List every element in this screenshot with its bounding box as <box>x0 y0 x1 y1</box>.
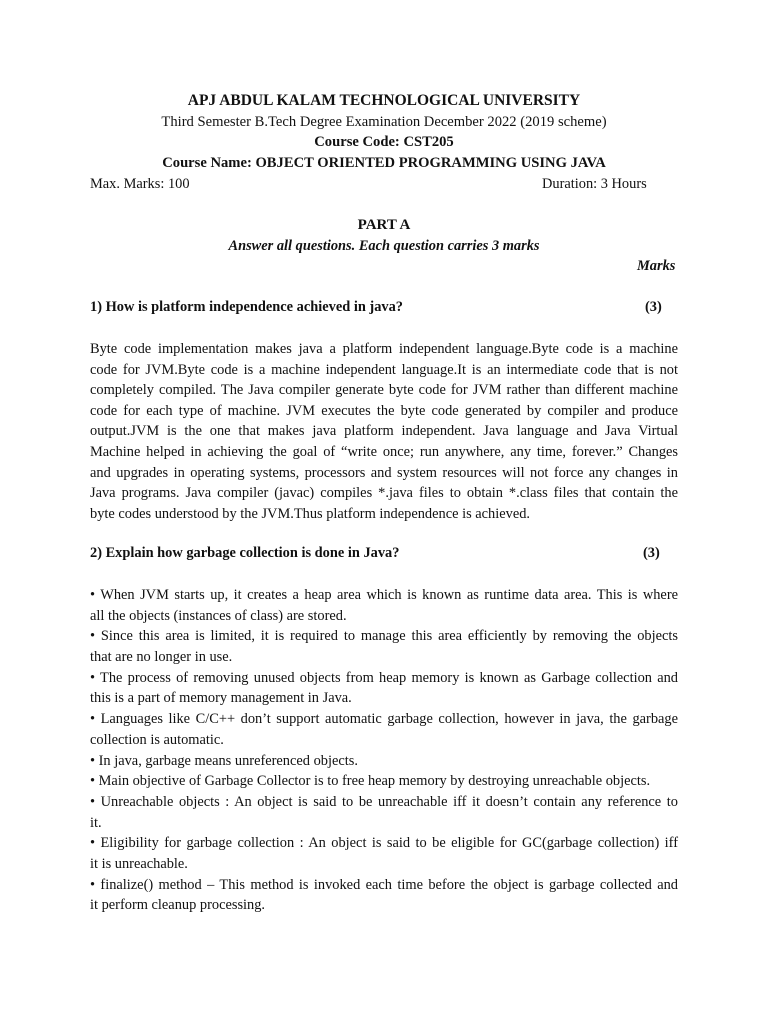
answer-1-line: Java programs. Java compiler (javac) compiles *.java files to obtain *.class files that contain the <box>90 485 678 502</box>
question-2-marks: (3) <box>643 545 660 561</box>
answer-2-line: • finalize() method – This method is invoked each time before the object is garbage collected and <box>90 876 678 893</box>
answer-2-line: it. <box>90 814 102 831</box>
answer-2-line: that are no longer in use. <box>90 649 233 666</box>
answer-1-line: Machine helped in achieving the goal of “write once; run anywhere, any time, forever.” Changes <box>90 443 678 460</box>
answer-2-line: this is a part of memory management in Java. <box>90 690 352 707</box>
part-a-instruction: Answer all questions. Each question carries 3 marks <box>228 238 540 254</box>
answer-2-line: it is unreachable. <box>90 855 188 872</box>
answer-1-line: byte codes understood by the JVM.Thus platform independence is achieved. <box>90 505 530 522</box>
answer-2-line: • In java, garbage means unreferenced objects. <box>90 752 358 769</box>
course-name: Course Name: OBJECT ORIENTED PROGRAMMING USING JAVA <box>162 155 606 171</box>
part-a-title: PART A <box>357 217 411 233</box>
marks-column-label: Marks <box>637 258 676 274</box>
answer-2-line: • Main objective of Garbage Collector is to free heap memory by destroying unreachable objects. <box>90 773 651 790</box>
max-marks: Max. Marks: 100 <box>90 176 190 192</box>
answer-2-line: • Eligibility for garbage collection : An object is said to be eligible for GC(garbage collection) iff <box>90 835 678 852</box>
answer-1-line: completely compiled. The Java compiler generate byte code for JVM rather than different machine <box>90 382 678 399</box>
answer-2-line: collection is automatic. <box>90 731 224 748</box>
answer-2-line: • Since this area is limited, it is required to manage this area efficiently by removing the objects <box>90 628 678 645</box>
duration: Duration: 3 Hours <box>542 176 647 192</box>
answer-2-line: it perform cleanup processing. <box>90 897 266 914</box>
answer-1-line: code for JVM.Byte code is a machine independent language.It is an intermediate code that is not <box>90 361 678 378</box>
question-1: 1) How is platform independence achieved in java? <box>90 299 403 315</box>
answer-2-line: • The process of removing unused objects from heap memory is known as Garbage collection and <box>90 669 678 686</box>
answer-2-line: • Languages like C/C++ don’t support automatic garbage collection, however in java, the garbage <box>90 711 678 728</box>
answer-1-line: code for each type of machine. JVM executes the byte code generated by compiler and produce <box>90 402 678 419</box>
exam-title: Third Semester B.Tech Degree Examination December 2022 (2019 scheme) <box>161 114 607 130</box>
answer-2-line: • Unreachable objects : An object is said to be unreachable iff it doesn’t contain any reference to <box>90 793 678 810</box>
course-code: Course Code: CST205 <box>314 134 454 150</box>
answer-2 <box>90 585 678 916</box>
question-1-marks: (3) <box>645 299 662 315</box>
answer-2-line: • When JVM starts up, it creates a heap area which is known as runtime data area. This is where <box>90 587 678 603</box>
university-title: APJ ABDUL KALAM TECHNOLOGICAL UNIVERSITY <box>187 92 581 109</box>
answer-1-line: output.JVM is the one that makes java platform independent. Java language and Java Virtual <box>90 423 678 440</box>
question-2: 2) Explain how garbage collection is done in Java? <box>90 545 400 561</box>
answer-1-line: and upgrades in operating systems, processors and system resources will not force any changes in <box>90 464 678 481</box>
answer-1-line: Byte code implementation makes java a platform independent language.Byte code is a machine <box>90 341 678 357</box>
answer-1 <box>90 339 678 524</box>
answer-2-line: all the objects (instances of class) are stored. <box>90 607 347 624</box>
